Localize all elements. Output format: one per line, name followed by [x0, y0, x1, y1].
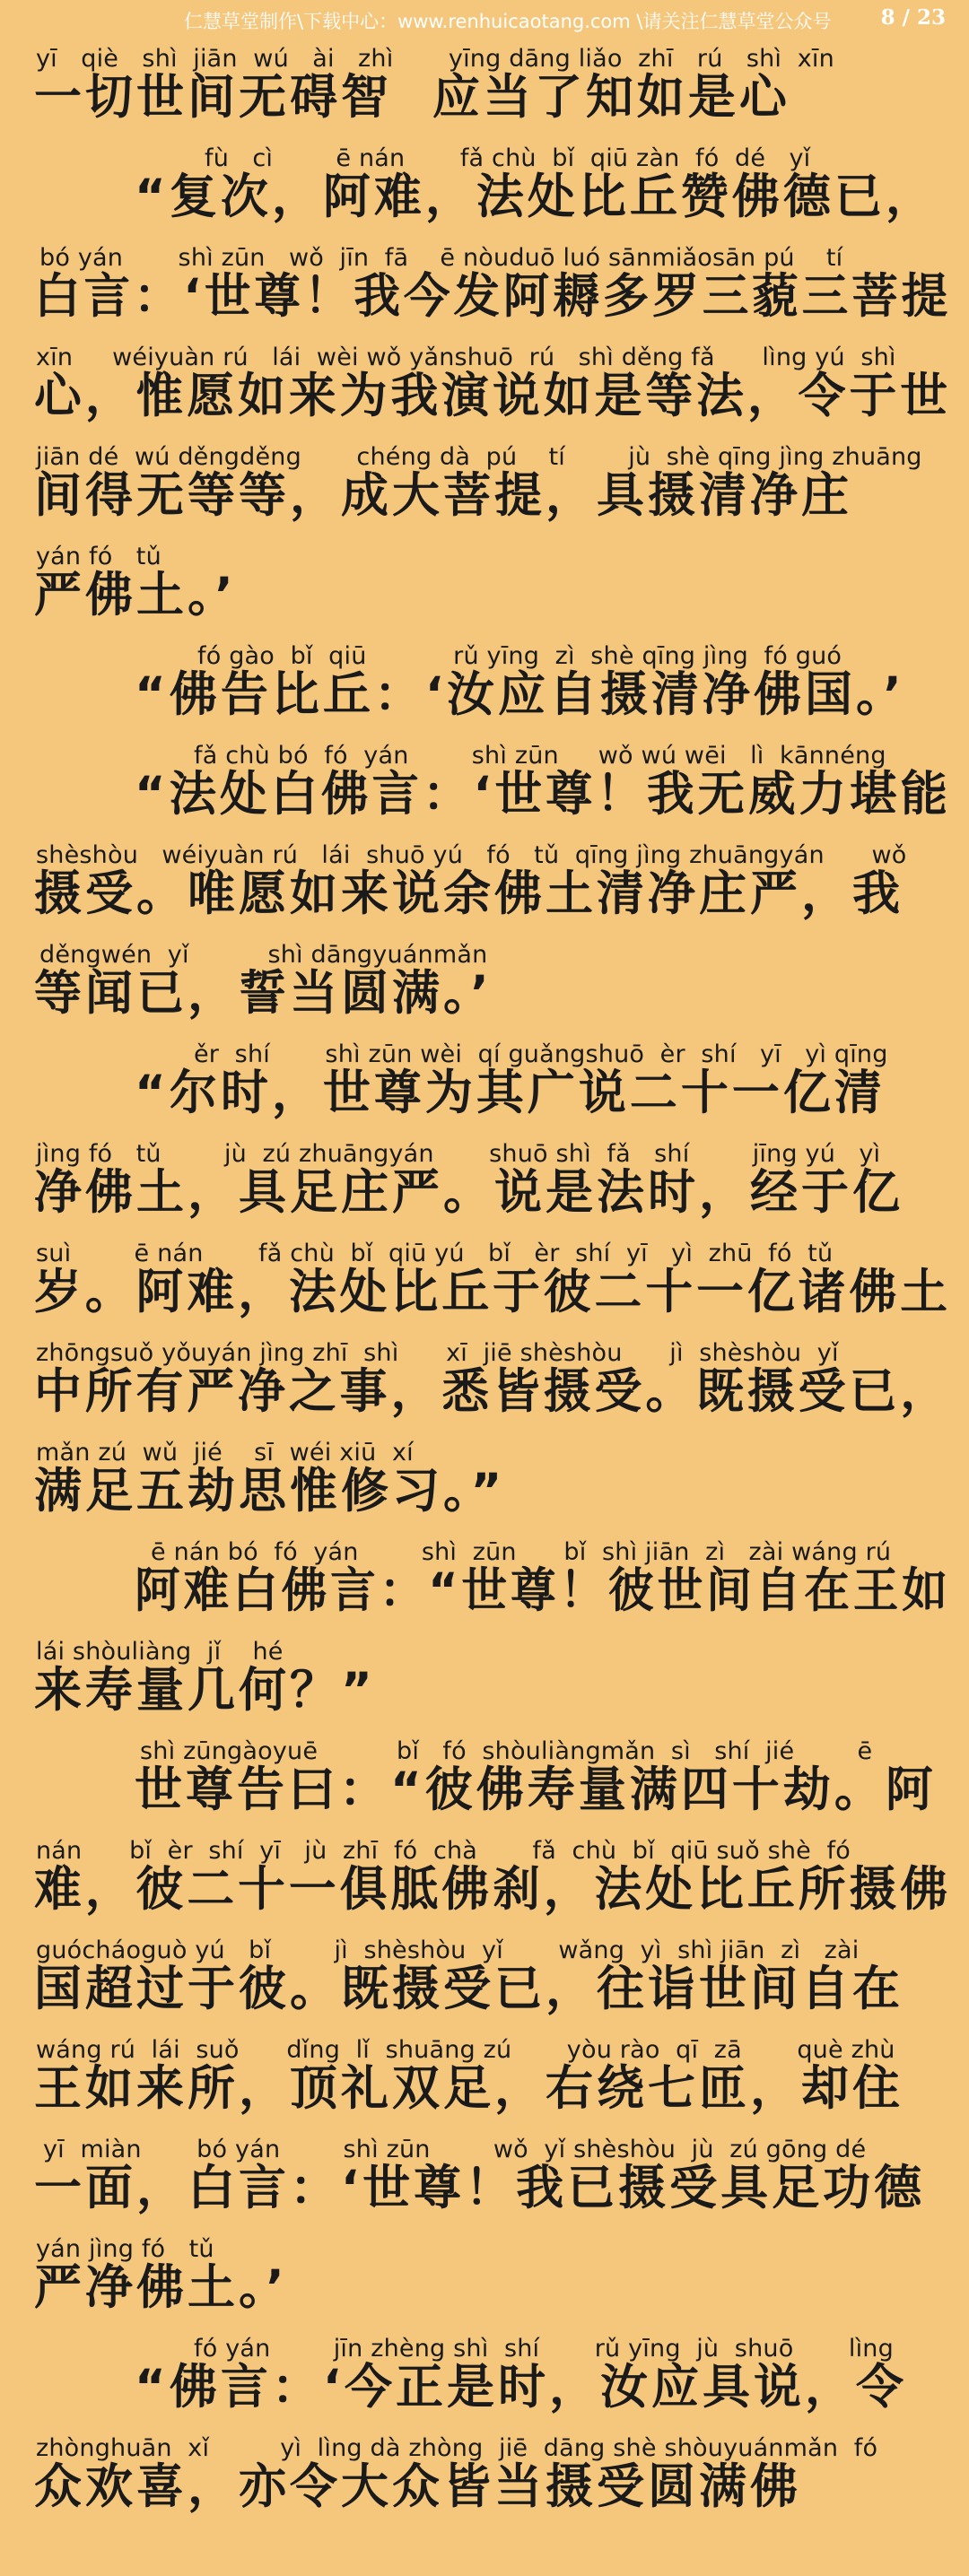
- pinyin-line: mǎn zú wǔ jié sī wéi xiū xí: [36, 1439, 414, 1466]
- pinyin-line: xīn wéiyuàn rú lái wèi wǒ yǎnshuō rú shì děng fǎ lìng yú shì: [36, 344, 896, 371]
- pinyin-line: fó yán jīn zhèng shì shí rǔ yīng jù shuō lìng: [194, 2335, 894, 2363]
- hanzi-line: “法处白佛言：‘世尊！我无威力堪能: [135, 767, 951, 822]
- text-line: [0, 2027, 969, 2127]
- hanzi-line: 众欢喜，亦令大众皆当摄受圆满佛: [34, 2459, 801, 2514]
- hanzi-line: 一面，白言：‘世尊！我已摄受具足功德: [34, 2161, 926, 2215]
- pinyin-line: ěr shí shì zūn wèi qí guǎngshuō èr shí yī yì qīng: [194, 1040, 888, 1068]
- hanzi-line: 中所有严净之事，悉皆摄受。既摄受已，: [34, 1364, 951, 1419]
- pinyin-line: nán bǐ èr shí yī jù zhī fó chà fǎ chù bǐ qiū suǒ shè fó: [36, 1837, 851, 1865]
- pinyin-line: lái shòuliàng jǐ hé: [36, 1638, 284, 1666]
- hanzi-line: “佛告比丘：‘汝应自摄清净佛国。’: [135, 667, 905, 722]
- hanzi-line: 严净佛土。’: [34, 2260, 288, 2315]
- hanzi-line: “佛言：‘今正是时，汝应具说，令: [135, 2360, 907, 2415]
- pinyin-line: yī qiè shì jiān wú ài zhì yīng dāng liǎo zhī rú shì xīn: [36, 45, 834, 73]
- pinyin-line: shì zūngàoyuē bǐ fó shòuliàngmǎn sì shí jié ē: [140, 1737, 873, 1765]
- text-line: [0, 1330, 969, 1430]
- hanzi-line: 心，惟愿如来为我演说如是等法，令于世: [34, 369, 951, 423]
- hanzi-line: 王如来所，顶礼双足，右绕七匝，却住: [34, 2061, 904, 2116]
- pinyin-line: guócháoguò yú bǐ jì shèshòu yǐ wǎng yì shì jiān zì zài: [36, 1936, 860, 1964]
- hanzi-line: 一切世间无碍智 应当了知如是心: [34, 70, 790, 125]
- hanzi-line: 白言：‘世尊！我今发阿耨多罗三藐三菩提: [34, 269, 952, 324]
- pinyin-line: yán jìng fó tǔ: [36, 2235, 214, 2263]
- pinyin-line: yī miàn bó yán shì zūn wǒ yǐ shèshòu jù zú gōng dé: [43, 2136, 867, 2163]
- text-line: [0, 1728, 969, 1828]
- hanzi-line: 满足五劫思惟修习。”: [34, 1464, 506, 1519]
- hanzi-line: 来寿量几何？”: [34, 1663, 376, 1718]
- page-number: 8 / 23: [880, 5, 946, 30]
- text-line: [0, 235, 969, 335]
- hanzi-line: 等闻已，誓当圆满。’: [34, 966, 493, 1021]
- pinyin-line: fó gào bǐ qiū rǔ yīng zì shè qīng jìng fó guó: [197, 642, 842, 670]
- hanzi-line: “复次，阿难，法处比丘赞佛德已，: [135, 170, 937, 224]
- pinyin-line: zhònghuān xǐ yì lìng dà zhòng jiē dāng shè shòuyuánmǎn fó: [36, 2434, 878, 2462]
- pinyin-line: fù cì ē nán fǎ chù bǐ qiū zàn fó dé yǐ: [205, 144, 811, 172]
- hanzi-line: 难，彼二十一俱胝佛刹，法处比丘所摄佛: [34, 1862, 951, 1917]
- header-source-text: 仁慧草堂制作\下载中心：www.renhuicaotang.com \请关注仁慧草堂公众号: [184, 11, 832, 32]
- hanzi-line: 净佛土，具足庄严。说是法时，经于亿: [34, 1165, 904, 1220]
- text-line: [0, 1131, 969, 1231]
- text-line: [0, 832, 969, 932]
- pinyin-line: wáng rú lái suǒ dǐng lǐ shuāng zú yòu rào qī zā què zhù: [36, 2036, 895, 2064]
- pinyin-line: bó yán shì zūn wǒ jīn fā ē nòuduō luó sānmiǎosān pú tí: [39, 244, 843, 272]
- pinyin-line: fǎ chù bó fó yán shì zūn wǒ wú wēi lì kānnéng: [194, 742, 886, 770]
- text-line: [0, 2226, 969, 2326]
- hanzi-line: “尔时，世尊为其广说二十一亿清: [135, 1066, 886, 1120]
- text-line: [0, 335, 969, 434]
- pinyin-line: jìng fó tǔ jù zú zhuāngyán shuō shì fǎ shí jīng yú yì: [36, 1140, 881, 1168]
- page-header: [0, 0, 969, 38]
- text-line: [0, 2326, 969, 2425]
- hanzi-line: 岁。阿难，法处比丘于彼二十一亿诸佛土: [34, 1265, 951, 1319]
- pinyin-line: yán fó tǔ: [36, 543, 162, 570]
- text-line: [0, 1928, 969, 2027]
- text-line: [0, 36, 969, 135]
- hanzi-line: 严佛土。’: [34, 568, 237, 622]
- text-line: [0, 733, 969, 832]
- text-line: [0, 1828, 969, 1928]
- pinyin-line: suì ē nán fǎ chù bǐ qiū yú bǐ èr shí yī yì zhū fó tǔ: [36, 1240, 834, 1267]
- text-line: [0, 932, 969, 1031]
- pinyin-line: ē nán bó fó yán shì zūn bǐ shì jiān zì zài wáng rú: [151, 1538, 892, 1566]
- hanzi-line: 摄受。唯愿如来说余佛土清净庄严，我: [34, 866, 904, 921]
- pinyin-line: shèshòu wéiyuàn rú lái shuō yú fó tǔ qīng jìng zhuāngyán wǒ: [36, 841, 907, 869]
- pinyin-line: jiān dé wú děngděng chéng dà pú tí jù shè qīng jìng zhuāng: [36, 443, 922, 471]
- text-line: [0, 1231, 969, 1330]
- text-line: [0, 1031, 969, 1131]
- text-line: [0, 534, 969, 633]
- text-line: [0, 2425, 969, 2525]
- text-line: [0, 633, 969, 733]
- hanzi-line: 国超过于彼。既摄受已，往诣世间自在: [34, 1962, 904, 2016]
- text-line: [0, 135, 969, 235]
- text-line: [0, 1529, 969, 1629]
- text-line: [0, 1430, 969, 1529]
- scripture-text: [0, 36, 969, 2525]
- hanzi-line: 阿难白佛言：“世尊！彼世间自在王如: [135, 1563, 951, 1618]
- text-line: [0, 2127, 969, 2226]
- hanzi-line: 间得无等等，成大菩提，具摄清净庄: [34, 468, 852, 523]
- pinyin-line: zhōngsuǒ yǒuyán jìng zhī shì xī jiē shèshòu jì shèshòu yǐ: [36, 1339, 839, 1367]
- text-line: [0, 434, 969, 534]
- text-line: [0, 1629, 969, 1728]
- hanzi-line: 世尊告曰：“彼佛寿量满四十劫。阿: [135, 1762, 937, 1817]
- pinyin-line: děngwén yǐ shì dāngyuánmǎn: [39, 941, 488, 969]
